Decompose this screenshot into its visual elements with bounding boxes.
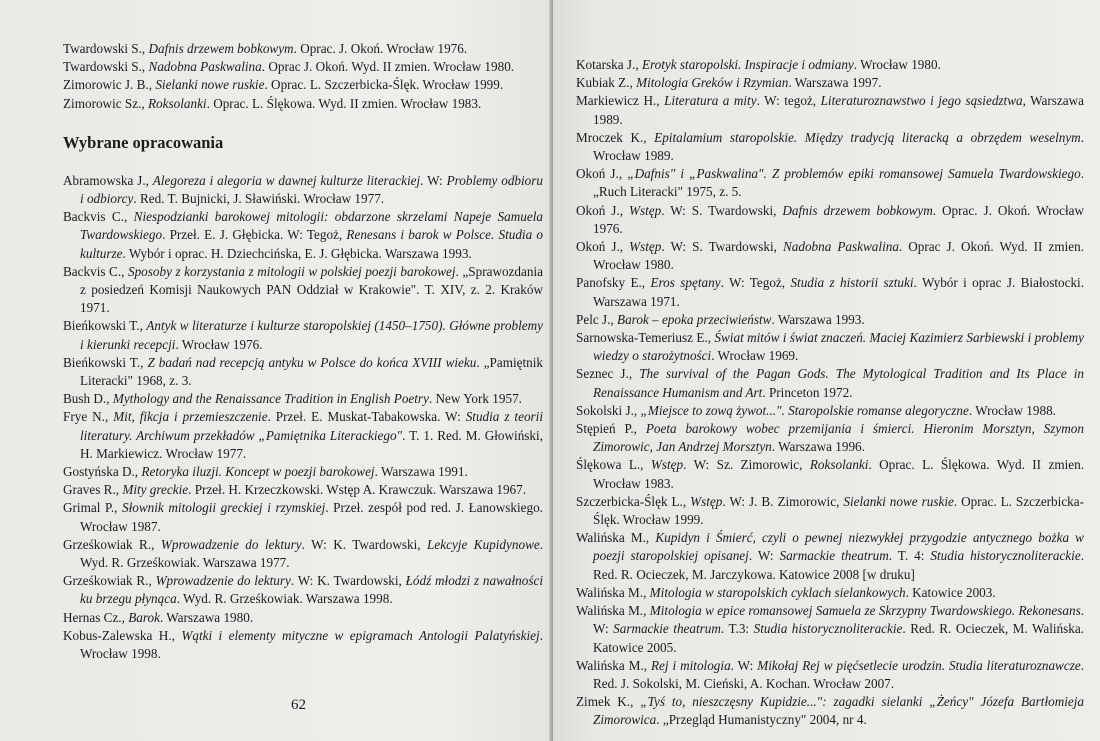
entry-title: Retoryka iluzji. Koncept w poezji barokowej: [141, 464, 375, 480]
entry-text: . Oprac. L. Ślękowa. Wyd. II zmien. Wrocław 1983.: [206, 95, 482, 111]
entry-text: . Red. R. Ocieczek, M. Walińska. Katowice 2005.: [593, 621, 1084, 655]
entry-title: Słownik mitologii greckiej i rzymskiej: [122, 500, 326, 516]
bibliography-entry: [576, 529, 1084, 584]
entry-text: . Warszawa 1980.: [159, 609, 254, 625]
entry-text: Pelc J.,: [576, 311, 618, 327]
entry-text: . W:: [420, 172, 447, 188]
entry-text: Okoń J.,: [576, 239, 630, 255]
entry-text: . Warszawa 1991.: [374, 464, 468, 480]
bibliography-entry: [576, 56, 1084, 74]
entry-text: . Warszawa 1997.: [788, 75, 882, 91]
entry-text: . W: tegoż,: [756, 93, 821, 109]
bibliography-entry: [63, 58, 543, 76]
bibliography-entry: [576, 202, 1084, 238]
bibliography-entry: [63, 390, 543, 408]
entry-text: . Princeton 1972.: [762, 384, 853, 400]
entry-text: . Oprac J. Okoń. Wyd. II zmien. Wrocław 1980.: [593, 239, 1084, 273]
entry-text: . Przeł. H. Krzeczkowski. Wstęp A. Krawczuk. Warszawa 1967.: [188, 482, 527, 498]
entry-title: Poeta barokowy wobec przemijania i śmierci. Hieronim Morsztyn, Szymon Zimorowic, Jan Andrzej Morsztyn: [593, 421, 1084, 455]
bibliography-entry: [576, 129, 1084, 165]
entry-title: „Tyś to, nieszczęsny Kupidzie...": zagadki sielanki „Żeńcy" Józefa Bartłomieja Zimorowica: [593, 694, 1085, 728]
primary-sources-list: [63, 40, 543, 113]
bibliography-entry: [576, 311, 1084, 329]
entry-title: Mity greckie: [122, 482, 189, 498]
entry-title: „Dafnis" i „Paskwalina". Z problemów epiki romansowej Samuela Twardowskiego: [627, 166, 1081, 182]
entry-text: Walińska M.,: [576, 657, 651, 673]
bibliography-entry: [576, 602, 1084, 657]
entry-text: . Oprac. J. Okoń. Wrocław 1976.: [593, 202, 1084, 236]
entry-title: Mit, fikcja i przemieszczenie: [113, 409, 268, 425]
bibliography-entry: [576, 92, 1084, 128]
entry-text: . W: S. Twardowski,: [661, 239, 783, 255]
entry-title: Problemy odbioru i odbiorcy: [80, 172, 544, 207]
entry-text: Backvis C.,: [63, 209, 134, 225]
entry-title: Kupidyn i Śmierć, czyli o pewnej niezwykłej przygodzie antycznego bożka w poezji staropolskiej opisanej: [593, 530, 1084, 564]
entry-text: Panofsky E.,: [576, 275, 651, 291]
entry-text: Abramowska J.,: [63, 172, 153, 188]
entry-text: . Wyd. R. Grześkowiak. Warszawa 1998.: [176, 591, 393, 607]
entry-text: Ślękowa L.,: [576, 457, 651, 473]
entry-text: . New York 1957.: [428, 391, 522, 407]
entry-text: . Red. T. Bujnicki, J. Sławiński. Wrocław 1977.: [133, 191, 385, 207]
entry-text: . Wrocław 1988.: [968, 402, 1056, 418]
entry-title: Sielanki nowe ruskie: [843, 493, 954, 509]
entry-text: Okoń J.,: [576, 166, 628, 182]
entry-title: Mikołaj Rej w pięćsetlecie urodzin. Studia literaturoznawcze: [757, 657, 1081, 673]
entry-text: . Oprac. L. Ślękowa. Wyd. II zmien. Wrocław 1983.: [593, 457, 1084, 491]
entry-title: Literatura a mity: [664, 93, 757, 109]
entry-title: Wstęp: [690, 493, 723, 509]
entry-title: Barok – epoka przeciwieństw: [617, 311, 772, 327]
entry-title: Erotyk staropolski. Inspiracje i odmiany: [641, 57, 854, 72]
bibliography-entry: [63, 463, 543, 481]
entry-text: Walińska M.,: [576, 603, 650, 619]
entry-text: Markiewicz H.,: [576, 93, 665, 109]
entry-text: . Przeł. zespół pod red. J. Łanowskiego. Wrocław 1987.: [80, 500, 543, 534]
right-page: [553, 0, 1100, 741]
section-heading: Wybrane opracowania: [63, 132, 224, 152]
entry-text: . W:: [748, 548, 780, 564]
entry-title: Wstęp: [650, 457, 684, 473]
entry-title: Studia z teorii literatury. Archiwum przekładów „Pamiętnika Literackiego": [80, 409, 544, 443]
entry-title: Mitologia w epice romansowej Samuela ze Skrzypny Twardowskiego. Rekonesans: [649, 603, 1081, 619]
bibliography-entry: [576, 329, 1084, 365]
entry-text: Zimorowic J. B.,: [63, 77, 156, 93]
bibliography-entry: [63, 354, 543, 390]
entry-text: Kobus-Zalewska H.,: [63, 627, 182, 643]
bibliography-entry: [576, 584, 1084, 602]
entry-text: . T.3:: [720, 621, 754, 637]
right-column: [576, 56, 1084, 730]
bibliography-entry: [63, 572, 543, 608]
entry-text: Zimorowic Sz.,: [63, 95, 148, 111]
bibliography-entry: [63, 408, 543, 463]
entry-text: Szczerbicka-Ślęk L.,: [576, 493, 691, 509]
entry-text: Backvis C.,: [63, 263, 128, 279]
entry-text: . Warszawa 1996.: [771, 439, 865, 455]
entry-text: . W:: [730, 657, 758, 673]
entry-text: . Wybór i oprac J. Białostocki. Warszawa 1971.: [593, 275, 1084, 309]
entry-title: Mythology and the Renaissance Tradition in English Poetry: [112, 391, 429, 407]
entry-text: Gostyńska D.,: [63, 464, 142, 480]
entry-text: . Wybór i oprac. H. Dziechcińska, E. J. Głębicka. Warszawa 1993.: [122, 245, 472, 261]
bibliography-entry: [63, 481, 543, 499]
entry-title: Antyk w literaturze i kulturze staropolskiej (1450–1750). Główne problemy i kierunki recepcji: [80, 318, 543, 352]
bibliography-list-left: [63, 172, 543, 663]
entry-title: Studia historycznoliterackie: [930, 548, 1081, 564]
bibliography-entry: [576, 165, 1084, 201]
entry-text: Bieńkowski T.,: [63, 318, 147, 334]
entry-title: Mitologia w staropolskich cyklach sielankowych: [649, 584, 906, 600]
entry-title: Sposoby z korzystania z mitologii w polskiej poezji barokowej: [127, 263, 456, 279]
entry-text: . T. 1. Red. M. Głowiński, H. Markiewicz. Wrocław 1977.: [80, 427, 543, 461]
entry-text: Sarnowska-Temeriusz E.,: [576, 330, 715, 346]
entry-text: Kubiak Z.,: [576, 75, 637, 91]
entry-text: . Wrocław 1969.: [711, 348, 799, 364]
entry-title: Literaturoznawstwo i jego sąsiedztwa: [820, 93, 1023, 109]
entry-title: Wstęp: [629, 239, 662, 255]
entry-text: Walińska M.,: [576, 584, 650, 600]
entry-text: . W: K. Twardowski,: [301, 536, 428, 552]
bibliography-entry: [63, 263, 543, 318]
bibliography-entry: [63, 172, 543, 208]
entry-title: Sarmackie theatrum: [613, 621, 721, 637]
bibliography-entry: [63, 95, 543, 113]
bibliography-entry: [576, 493, 1084, 529]
entry-title: Lekcyje Kupidynowe: [427, 536, 540, 552]
entry-title: Łódź młodzi z nawałności ku brzegu płynąca: [80, 573, 543, 607]
entry-title: Wątki i elementy mityczne w epigramach Antologii Palatyńskiej: [181, 627, 540, 643]
entry-text: Okoń J.,: [576, 202, 629, 218]
entry-title: Nadobna Paskwalina: [148, 59, 262, 75]
entry-text: Bieńkowski T.,: [63, 354, 148, 370]
entry-text: . W: Tegoż,: [720, 275, 791, 291]
entry-text: Sokolski J.,: [576, 402, 641, 418]
entry-text: Hernas Cz.,: [63, 609, 129, 625]
entry-text: Graves R.,: [63, 482, 123, 498]
entry-text: . „Przegląd Humanistyczny" 2004, nr 4.: [656, 712, 867, 728]
entry-title: Eros spętany: [650, 275, 721, 291]
entry-text: . „Pamiętnik Literacki" 1968, z. 3.: [80, 354, 543, 389]
entry-text: . Oprac. L. Szczerbicka-Ślęk. Wrocław 1999.: [593, 493, 1085, 528]
entry-text: . W: J. B. Zimorowic,: [722, 493, 844, 509]
entry-title: Alegoreza i alegoria w dawnej kulturze literackiej: [152, 172, 421, 188]
bibliography-entry: [576, 274, 1084, 310]
entry-text: Walińska M.,: [576, 530, 656, 546]
entry-text: . Przeł. E. J. Głębicka. W: Tegoż,: [162, 227, 347, 243]
entry-title: Studia historycznoliterackie: [753, 621, 903, 637]
entry-text: . Wrocław 1980.: [853, 57, 941, 72]
bibliography-entry: [576, 238, 1084, 274]
entry-text: Grześkowiak R.,: [63, 536, 161, 552]
entry-text: Kotarska J.,: [576, 57, 642, 72]
entry-text: . Katowice 2003.: [905, 584, 996, 600]
entry-text: Seznec J.,: [576, 366, 640, 382]
entry-text: . Przeł. E. Muskat-Tabakowska. W:: [267, 409, 466, 425]
bibliography-entry: [63, 40, 543, 58]
entry-title: Dafnis drzewem bobkowym: [148, 41, 294, 56]
entry-title: Mitologia Greków i Rzymian: [636, 75, 789, 91]
bibliography-entry: [576, 402, 1084, 420]
entry-text: . T. 4:: [888, 548, 931, 564]
entry-title: Wprowadzenie do lektury: [160, 536, 302, 552]
bibliography-entry: [576, 365, 1084, 401]
bibliography-entry: [63, 317, 543, 353]
entry-text: Twardowski S.,: [63, 59, 149, 75]
entry-title: Renesans i barok w Polsce. Studia o kulturze: [80, 227, 543, 261]
entry-text: . Red. R. Ocieczek, M. Jarczykowa. Katowice 2008 [w druku]: [593, 548, 1084, 582]
bibliography-entry: [576, 74, 1084, 92]
entry-title: Roksolanki: [809, 457, 869, 473]
bibliography-entry: [576, 456, 1084, 492]
entry-text: . Oprac. L. Szczerbicka-Ślęk. Wrocław 1999.: [264, 77, 504, 93]
entry-text: Bush D.,: [63, 391, 113, 407]
entry-text: . W: Sz. Zimorowic,: [683, 457, 810, 473]
entry-title: Barok: [128, 609, 160, 625]
entry-text: . „Ruch Literacki" 1975, z. 5.: [593, 166, 1084, 200]
bibliography-list-right: [576, 56, 1084, 730]
entry-title: Niespodzianki barokowej mitologii: obdarzone skrzelami Napeje Samuela Twardowskiego: [80, 209, 543, 243]
entry-title: Z badań nad recepcją antyku w Polsce do końca XVIII wieku: [147, 354, 477, 370]
entry-text: . Red. J. Sokolski, M. Cieński, A. Kochan. Wrocław 2007.: [593, 657, 1084, 691]
entry-title: Sarmackie theatrum: [779, 548, 889, 564]
bibliography-entry: [63, 536, 543, 572]
entry-text: Frye N.,: [63, 409, 114, 425]
entry-title: Sielanki nowe ruskie: [155, 77, 265, 93]
entry-text: . W: K. Twardowski,: [290, 573, 406, 589]
entry-title: Wstęp: [628, 202, 662, 218]
entry-text: . Warszawa 1993.: [771, 311, 865, 327]
entry-title: Wprowadzenie do lektury: [155, 573, 291, 589]
bibliography-entry: [63, 76, 543, 94]
entry-text: Twardowski S.,: [63, 41, 149, 56]
entry-text: . „Sprawozdania z posiedzeń Komisji Naukowych PAN Oddział w Krakowie". T. XIV, z. 2. Kraków 1971.: [80, 263, 543, 316]
bibliography-entry: [63, 627, 543, 663]
entry-title: Dafnis drzewem bobkowym: [782, 202, 933, 218]
bibliography-entry: [576, 420, 1084, 456]
entry-title: Roksolanki: [147, 95, 207, 111]
left-column: [63, 40, 543, 663]
entry-text: . Oprac J. Okoń. Wyd. II zmien. Wrocław 1980.: [261, 59, 515, 75]
entry-text: . W: S. Twardowski,: [661, 202, 783, 218]
entry-title: Nadobna Paskwalina: [782, 239, 899, 255]
entry-text: , Warszawa 1989.: [593, 93, 1085, 127]
entry-text: Zimek K.,: [576, 694, 641, 710]
entry-text: . Wrocław 1998.: [80, 627, 543, 662]
bibliography-entry: [63, 208, 543, 263]
entry-title: Rej i mitologia: [650, 657, 731, 673]
entry-text: Stępień P.,: [576, 421, 646, 437]
entry-title: Studia z historii sztuki: [790, 275, 914, 291]
entry-text: Grimal P.,: [63, 500, 123, 516]
bibliography-entry: [576, 693, 1084, 729]
bibliography-entry: [63, 609, 543, 627]
entry-title: „Miejsce to zową żywot...". Staropolskie romanse alegoryczne: [640, 402, 969, 418]
entry-title: Świat mitów i świat znaczeń. Maciej Kazimierz Sarbiewski i problemy wiedzy o starożytności: [593, 330, 1084, 364]
entry-text: Mroczek K.,: [576, 129, 655, 145]
entry-text: . Oprac. J. Okoń. Wrocław 1976.: [293, 41, 468, 56]
entry-text: . Wrocław 1989.: [593, 129, 1084, 164]
page-number: 62: [291, 697, 306, 713]
entry-title: Epitalamium staropolskie. Między tradycją literacką a obrzędem weselnym: [654, 129, 1081, 145]
entry-text: . Wyd. R. Grześkowiak. Warszawa 1977.: [80, 536, 544, 571]
entry-text: . W:: [593, 603, 1084, 637]
entry-text: Grześkowiak R.,: [63, 573, 156, 589]
entry-title: The survival of the Pagan Gods. The Mytological Tradition and Its Place in Renaissance Humanism and Art: [593, 366, 1085, 400]
bibliography-entry: [576, 657, 1084, 693]
bibliography-entry: [63, 499, 543, 535]
entry-text: . Wrocław 1976.: [175, 336, 263, 352]
